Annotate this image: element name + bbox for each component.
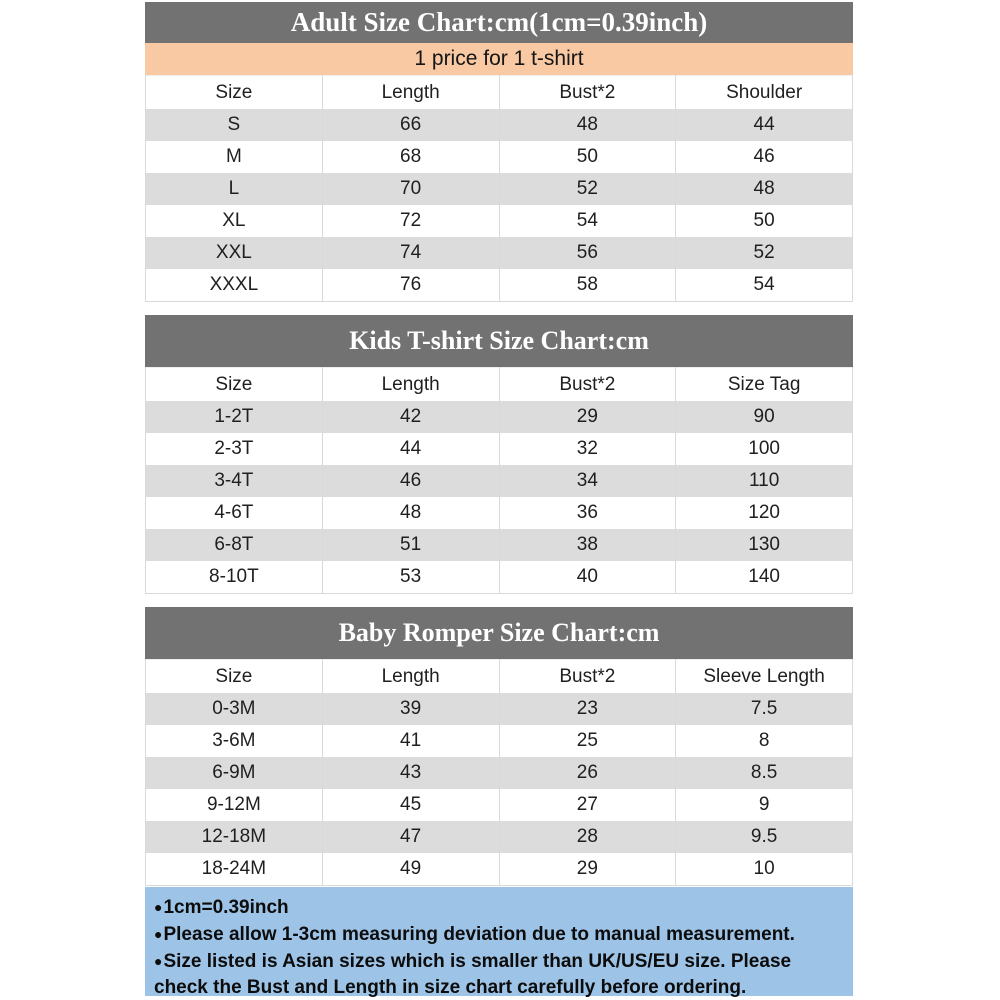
table-cell: 54 bbox=[676, 269, 853, 302]
table-cell: 100 bbox=[676, 433, 853, 465]
column-header: Length bbox=[322, 660, 499, 694]
table-cell: 44 bbox=[322, 433, 499, 465]
column-header: Bust*2 bbox=[499, 368, 676, 402]
table-cell: 9.5 bbox=[676, 821, 853, 853]
table-cell: 43 bbox=[322, 757, 499, 789]
bullet-icon: ● bbox=[154, 899, 163, 915]
baby-section-title: Baby Romper Size Chart:cm bbox=[145, 607, 853, 659]
table-row bbox=[146, 269, 853, 302]
table-cell: 53 bbox=[322, 561, 499, 594]
table-cell: 29 bbox=[499, 853, 676, 886]
table-row bbox=[146, 529, 853, 561]
table-cell: XXL bbox=[146, 237, 323, 269]
adult-size-table bbox=[145, 75, 853, 302]
table-cell: 58 bbox=[499, 269, 676, 302]
footer-note-text: 1cm=0.39inch bbox=[163, 897, 289, 918]
kids-section bbox=[145, 315, 853, 594]
table-cell: 7.5 bbox=[676, 693, 853, 725]
table-cell: 50 bbox=[676, 205, 853, 237]
table-cell: 130 bbox=[676, 529, 853, 561]
baby-size-table bbox=[145, 659, 853, 886]
table-cell: 54 bbox=[499, 205, 676, 237]
table-cell: 45 bbox=[322, 789, 499, 821]
table-cell: 38 bbox=[499, 529, 676, 561]
table-cell: XL bbox=[146, 205, 323, 237]
table-cell: 26 bbox=[499, 757, 676, 789]
header-row bbox=[146, 368, 853, 402]
table-cell: 9-12M bbox=[146, 789, 323, 821]
section-gap bbox=[145, 594, 853, 607]
table-cell: 28 bbox=[499, 821, 676, 853]
table-cell: 47 bbox=[322, 821, 499, 853]
table-row bbox=[146, 401, 853, 433]
table-cell: 4-6T bbox=[146, 497, 323, 529]
table-row bbox=[146, 725, 853, 757]
table-row bbox=[146, 757, 853, 789]
table-row bbox=[146, 433, 853, 465]
table-cell: 32 bbox=[499, 433, 676, 465]
table-row bbox=[146, 109, 853, 141]
table-cell: 8.5 bbox=[676, 757, 853, 789]
table-row bbox=[146, 141, 853, 173]
table-cell: 3-4T bbox=[146, 465, 323, 497]
table-cell: 46 bbox=[322, 465, 499, 497]
table-cell: 29 bbox=[499, 401, 676, 433]
table-cell: 6-9M bbox=[146, 757, 323, 789]
table-cell: 44 bbox=[676, 109, 853, 141]
kids-size-table bbox=[145, 367, 853, 594]
table-cell: 48 bbox=[676, 173, 853, 205]
table-cell: 2-3T bbox=[146, 433, 323, 465]
table-cell: 74 bbox=[322, 237, 499, 269]
bullet-icon: ● bbox=[154, 953, 163, 969]
column-header: Bust*2 bbox=[499, 76, 676, 110]
table-cell: 0-3M bbox=[146, 693, 323, 725]
table-cell: 1-2T bbox=[146, 401, 323, 433]
table-cell: L bbox=[146, 173, 323, 205]
table-cell: 52 bbox=[499, 173, 676, 205]
table-cell: 12-18M bbox=[146, 821, 323, 853]
table-cell: 9 bbox=[676, 789, 853, 821]
table-cell: 23 bbox=[499, 693, 676, 725]
table-row bbox=[146, 205, 853, 237]
table-cell: 48 bbox=[499, 109, 676, 141]
table-cell: 46 bbox=[676, 141, 853, 173]
footer-note bbox=[154, 894, 843, 921]
table-cell: 140 bbox=[676, 561, 853, 594]
table-cell: 52 bbox=[676, 237, 853, 269]
table-row bbox=[146, 173, 853, 205]
table-cell: 25 bbox=[499, 725, 676, 757]
table-cell: S bbox=[146, 109, 323, 141]
footer-note-text: Size listed is Asian sizes which is smaller than UK/US/EU size. Please check the Bust and Length in size chart carefully before ordering. bbox=[154, 951, 792, 998]
column-header: Size bbox=[146, 76, 323, 110]
column-header: Shoulder bbox=[676, 76, 853, 110]
column-header: Size Tag bbox=[676, 368, 853, 402]
size-chart-content bbox=[145, 2, 853, 996]
notes-footer bbox=[145, 887, 853, 996]
table-cell: 70 bbox=[322, 173, 499, 205]
column-header: Bust*2 bbox=[499, 660, 676, 694]
table-cell: 110 bbox=[676, 465, 853, 497]
column-header: Length bbox=[322, 76, 499, 110]
table-cell: 10 bbox=[676, 853, 853, 886]
table-cell: M bbox=[146, 141, 323, 173]
adult-section-title: Adult Size Chart:cm(1cm=0.39inch) bbox=[145, 2, 853, 43]
footer-note bbox=[154, 921, 843, 948]
section-gap bbox=[145, 302, 853, 315]
table-row bbox=[146, 561, 853, 594]
table-cell: 8-10T bbox=[146, 561, 323, 594]
table-cell: 42 bbox=[322, 401, 499, 433]
footer-note-text: Please allow 1-3cm measuring deviation due to manual measurement. bbox=[163, 924, 795, 945]
table-cell: XXXL bbox=[146, 269, 323, 302]
footer-note bbox=[154, 948, 843, 1000]
table-cell: 66 bbox=[322, 109, 499, 141]
table-cell: 36 bbox=[499, 497, 676, 529]
table-cell: 90 bbox=[676, 401, 853, 433]
table-cell: 3-6M bbox=[146, 725, 323, 757]
table-cell: 6-8T bbox=[146, 529, 323, 561]
table-row bbox=[146, 853, 853, 886]
price-note-banner: 1 price for 1 t-shirt bbox=[145, 43, 853, 75]
table-cell: 72 bbox=[322, 205, 499, 237]
table-cell: 40 bbox=[499, 561, 676, 594]
table-cell: 18-24M bbox=[146, 853, 323, 886]
table-cell: 8 bbox=[676, 725, 853, 757]
table-cell: 49 bbox=[322, 853, 499, 886]
table-row bbox=[146, 497, 853, 529]
table-cell: 41 bbox=[322, 725, 499, 757]
column-header: Length bbox=[322, 368, 499, 402]
header-row bbox=[146, 660, 853, 694]
table-row bbox=[146, 693, 853, 725]
table-cell: 76 bbox=[322, 269, 499, 302]
table-cell: 120 bbox=[676, 497, 853, 529]
table-cell: 56 bbox=[499, 237, 676, 269]
adult-section bbox=[145, 2, 853, 302]
table-cell: 48 bbox=[322, 497, 499, 529]
table-cell: 51 bbox=[322, 529, 499, 561]
table-row bbox=[146, 789, 853, 821]
kids-section-title: Kids T-shirt Size Chart:cm bbox=[145, 315, 853, 367]
column-header: Sleeve Length bbox=[676, 660, 853, 694]
bullet-icon: ● bbox=[154, 926, 163, 942]
table-row bbox=[146, 821, 853, 853]
table-row bbox=[146, 465, 853, 497]
header-row bbox=[146, 76, 853, 110]
table-cell: 50 bbox=[499, 141, 676, 173]
baby-section bbox=[145, 607, 853, 886]
column-header: Size bbox=[146, 660, 323, 694]
table-cell: 34 bbox=[499, 465, 676, 497]
table-cell: 68 bbox=[322, 141, 499, 173]
table-cell: 39 bbox=[322, 693, 499, 725]
column-header: Size bbox=[146, 368, 323, 402]
table-cell: 27 bbox=[499, 789, 676, 821]
table-row bbox=[146, 237, 853, 269]
